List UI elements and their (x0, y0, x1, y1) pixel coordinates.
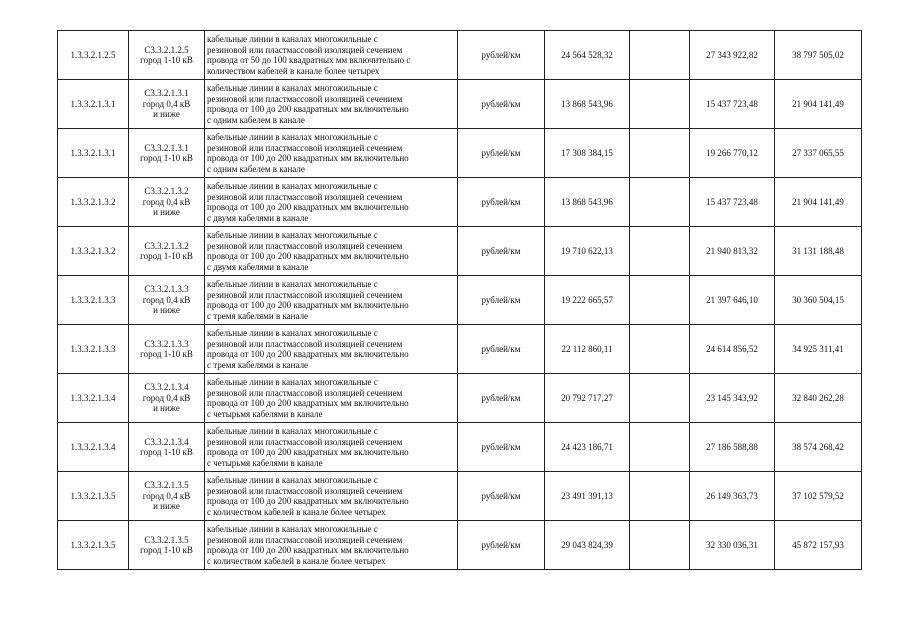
row-subcode-line: город 0,4 кВ (142, 490, 191, 501)
row-description (205, 227, 458, 276)
row-description-line: кабельные линии в каналах многожильные с (207, 426, 378, 436)
row-value-1: 19 710 622,13 (545, 227, 630, 276)
row-subcode-line: С3.3.2.1.3.4 (144, 382, 189, 393)
row-description-line: кабельные линии в каналах многожильные с (207, 377, 378, 387)
row-value-1: 22 112 860,11 (545, 325, 630, 374)
row-value-2: 15 437 723,48 (690, 80, 775, 129)
row-description-line: кабельные линии в каналах многожильные с (207, 34, 378, 44)
table-row (58, 423, 862, 472)
row-value-1: 29 043 824,39 (545, 521, 630, 570)
row-subcode-line: С3.3.2.1.3.2 (144, 186, 189, 197)
table-body (58, 31, 862, 570)
row-description-line: резиновой или пластмассовой изоляцией сечением (207, 485, 403, 496)
row-code: 1.3.3.2.1.3.3 (58, 276, 129, 325)
row-subcode-line: город 0,4 кВ (142, 392, 191, 403)
row-value-empty (630, 276, 690, 325)
row-description-line: кабельные линии в каналах многожильные с (207, 328, 378, 338)
row-description-line: провода от 100 до 200 квадратных мм включительно (207, 398, 409, 408)
row-description-line: с одним кабелем в канале (207, 163, 305, 174)
row-code: 1.3.3.2.1.3.2 (58, 178, 129, 227)
row-unit: рублей/км (458, 178, 545, 227)
row-value-2: 26 149 363,73 (690, 472, 775, 521)
row-value-3: 38 574 268,42 (775, 423, 862, 472)
row-subcode-line: С3.3.2.1.3.1 (144, 142, 189, 153)
row-code: 1.3.3.2.1.3.1 (58, 129, 129, 178)
row-value-1: 17 308 384,15 (545, 129, 630, 178)
table-row (58, 374, 862, 423)
row-code: 1.3.3.2.1.3.4 (58, 423, 129, 472)
row-description-line: с четырьмя кабелями в канале (207, 408, 323, 419)
row-code: 1.3.3.2.1.3.5 (58, 472, 129, 521)
row-description-line: резиновой или пластмассовой изоляцией сечением (207, 289, 403, 300)
row-value-2: 23 145 343,92 (690, 374, 775, 423)
row-description-line: с тремя кабелями в канале (207, 359, 309, 370)
row-subcode-line: С3.3.2.1.3.3 (144, 284, 189, 295)
row-description-line: провода от 100 до 200 квадратных мм включительно (207, 202, 409, 212)
row-subcode-line: С3.3.2.1.3.5 (144, 534, 189, 545)
row-subcode-line: и ниже (153, 501, 180, 512)
row-code: 1.3.3.2.1.3.4 (58, 374, 129, 423)
row-subcode (129, 227, 205, 276)
row-subcode-line: город 1-10 кВ (140, 251, 193, 261)
rates-table (57, 30, 862, 570)
row-value-empty (630, 472, 690, 521)
row-unit: рублей/км (458, 80, 545, 129)
row-description-line: провода от 100 до 200 квадратных мм включительно (207, 349, 409, 359)
row-description-line: провода от 100 до 200 квадратных мм включительно (207, 545, 409, 555)
row-description-line: количеством кабелей в канале более четырех (207, 65, 380, 76)
table-row (58, 129, 862, 178)
row-subcode-line: С3.3.2.1.3.5 (144, 480, 189, 491)
row-description-line: кабельные линии в каналах многожильные с (207, 279, 378, 289)
row-subcode (129, 80, 205, 129)
row-value-2: 24 614 856,52 (690, 325, 775, 374)
row-description (205, 521, 458, 570)
row-description-line: провода от 100 до 200 квадратных мм включительно (207, 300, 409, 310)
row-value-1: 24 423 186,71 (545, 423, 630, 472)
row-description-line: кабельные линии в каналах многожильные с (207, 181, 378, 191)
row-value-empty (630, 374, 690, 423)
row-unit: рублей/км (458, 276, 545, 325)
row-description (205, 31, 458, 80)
row-subcode-line: С3.3.2.1.2.5 (144, 44, 189, 55)
row-subcode (129, 276, 205, 325)
row-value-1: 13 868 543,96 (545, 178, 630, 227)
row-value-3: 31 131 188,48 (775, 227, 862, 276)
row-value-1: 24 564 528,32 (545, 31, 630, 80)
row-description-line: резиновой или пластмассовой изоляцией сечением (207, 142, 403, 153)
row-description-line: с четырьмя кабелями в канале (207, 457, 323, 468)
row-description-line: провода от 100 до 200 квадратных мм включительно (207, 153, 409, 163)
row-value-3: 45 872 157,93 (775, 521, 862, 570)
row-value-3: 30 360 504,15 (775, 276, 862, 325)
row-value-2: 27 343 922,82 (690, 31, 775, 80)
row-description-line: провода от 100 до 200 квадратных мм включительно (207, 251, 409, 261)
row-subcode-line: С3.3.2.1.3.3 (144, 338, 189, 349)
row-subcode-line: С3.3.2.1.3.1 (144, 88, 189, 99)
row-value-3: 21 904 141,49 (775, 178, 862, 227)
row-value-2: 32 330 036,31 (690, 521, 775, 570)
row-description-line: резиновой или пластмассовой изоляцией сечением (207, 338, 403, 349)
row-unit: рублей/км (458, 227, 545, 276)
row-code: 1.3.3.2.1.3.1 (58, 80, 129, 129)
row-description-line: резиновой или пластмассовой изоляцией сечением (207, 387, 403, 398)
row-description (205, 325, 458, 374)
row-value-empty (630, 129, 690, 178)
row-value-3: 37 102 579,52 (775, 472, 862, 521)
table-row (58, 325, 862, 374)
row-subcode-line: и ниже (153, 207, 180, 218)
table-row (58, 276, 862, 325)
row-code: 1.3.3.2.1.2.5 (58, 31, 129, 80)
row-unit: рублей/км (458, 472, 545, 521)
row-description (205, 374, 458, 423)
row-description (205, 276, 458, 325)
table-row (58, 472, 862, 521)
table-row (58, 521, 862, 570)
row-value-empty (630, 80, 690, 129)
row-description (205, 129, 458, 178)
row-description-line: провода от 100 до 200 квадратных мм включительно (207, 104, 409, 114)
row-value-2: 15 437 723,48 (690, 178, 775, 227)
row-description-line: с количеством кабелей в канале более четырех (207, 555, 386, 566)
row-subcode-line: город 1-10 кВ (140, 349, 193, 359)
row-value-2: 27 186 588,88 (690, 423, 775, 472)
row-subcode (129, 129, 205, 178)
table-row (58, 178, 862, 227)
row-value-1: 13 868 543,96 (545, 80, 630, 129)
row-value-3: 27 337 065,55 (775, 129, 862, 178)
row-value-empty (630, 521, 690, 570)
row-value-3: 38 797 505,02 (775, 31, 862, 80)
row-description-line: резиновой или пластмассовой изоляцией сечением (207, 436, 403, 447)
row-description-line: провода от 100 до 200 квадратных мм включительно (207, 447, 409, 457)
row-unit: рублей/км (458, 423, 545, 472)
row-unit: рублей/км (458, 521, 545, 570)
row-value-2: 21 397 646,10 (690, 276, 775, 325)
row-subcode-line: и ниже (153, 109, 180, 120)
row-unit: рублей/км (458, 374, 545, 423)
row-unit: рублей/км (458, 325, 545, 374)
row-value-3: 32 840 262,28 (775, 374, 862, 423)
row-description-line: кабельные линии в каналах многожильные с (207, 83, 378, 93)
row-description-line: провода от 100 до 200 квадратных мм включительно (207, 496, 409, 506)
row-value-3: 21 904 141,49 (775, 80, 862, 129)
row-subcode (129, 325, 205, 374)
row-subcode-line: С3.3.2.1.3.4 (144, 436, 189, 447)
row-value-empty (630, 227, 690, 276)
row-value-1: 19 222 665,57 (545, 276, 630, 325)
row-description-line: кабельные линии в каналах многожильные с (207, 475, 378, 485)
row-subcode-line: город 0,4 кВ (142, 98, 191, 109)
table-row (58, 31, 862, 80)
row-subcode (129, 31, 205, 80)
row-subcode (129, 472, 205, 521)
row-description-line: с двумя кабелями в канале (207, 261, 309, 272)
row-value-1: 20 792 717,27 (545, 374, 630, 423)
row-value-empty (630, 423, 690, 472)
row-description-line: резиновой или пластмассовой изоляцией сечением (207, 93, 403, 104)
row-description-line: резиновой или пластмассовой изоляцией сечением (207, 44, 403, 55)
row-subcode-line: город 1-10 кВ (140, 55, 193, 65)
row-description-line: кабельные линии в каналах многожильные с (207, 524, 378, 534)
row-subcode-line: и ниже (153, 305, 180, 316)
row-subcode (129, 423, 205, 472)
row-subcode-line: город 1-10 кВ (140, 545, 193, 555)
row-subcode (129, 178, 205, 227)
row-description-line: с одним кабелем в канале (207, 114, 305, 125)
row-subcode-line: город 0,4 кВ (142, 196, 191, 207)
row-description-line: с тремя кабелями в канале (207, 310, 309, 321)
row-subcode-line: город 1-10 кВ (140, 447, 193, 457)
row-description-line: кабельные линии в каналах многожильные с (207, 132, 378, 142)
row-description (205, 80, 458, 129)
row-subcode-line: город 1-10 кВ (140, 153, 193, 163)
row-description (205, 178, 458, 227)
row-description-line: с количеством кабелей в канале более четырех (207, 506, 386, 517)
row-description (205, 423, 458, 472)
row-value-2: 19 266 770,12 (690, 129, 775, 178)
row-value-2: 21 940 813,32 (690, 227, 775, 276)
row-subcode-line: и ниже (153, 403, 180, 414)
row-code: 1.3.3.2.1.3.2 (58, 227, 129, 276)
row-description (205, 472, 458, 521)
row-value-empty (630, 178, 690, 227)
row-description-line: провода от 50 до 100 квадратных мм включительно с (207, 55, 411, 65)
row-description-line: резиновой или пластмассовой изоляцией сечением (207, 534, 403, 545)
row-subcode-line: С3.3.2.1.3.2 (144, 240, 189, 251)
row-description-line: с двумя кабелями в канале (207, 212, 309, 223)
row-value-3: 34 925 311,41 (775, 325, 862, 374)
row-value-1: 23 491 391,13 (545, 472, 630, 521)
row-subcode (129, 374, 205, 423)
row-value-empty (630, 325, 690, 374)
table-row (58, 80, 862, 129)
row-description-line: резиновой или пластмассовой изоляцией сечением (207, 240, 403, 251)
row-unit: рублей/км (458, 129, 545, 178)
table-row (58, 227, 862, 276)
row-description-line: резиновой или пластмассовой изоляцией сечением (207, 191, 403, 202)
row-unit: рублей/км (458, 31, 545, 80)
row-subcode-line: город 0,4 кВ (142, 294, 191, 305)
row-value-empty (630, 31, 690, 80)
row-subcode (129, 521, 205, 570)
row-code: 1.3.3.2.1.3.3 (58, 325, 129, 374)
row-code: 1.3.3.2.1.3.5 (58, 521, 129, 570)
row-description-line: кабельные линии в каналах многожильные с (207, 230, 378, 240)
